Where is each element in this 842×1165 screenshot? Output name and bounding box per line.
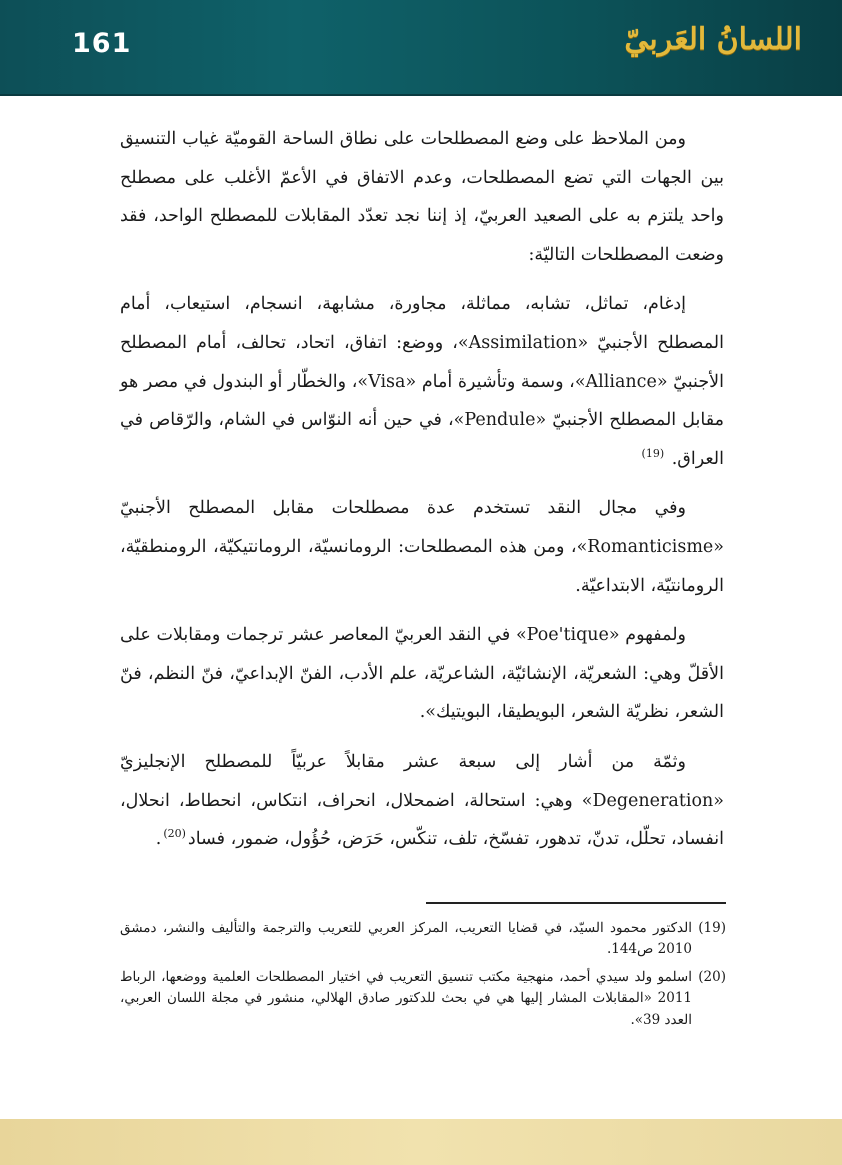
paragraph-1-text: ومن الملاحظ على وضع المصطلحات على نطاق الساحة القوميّة غياب التنسيق بين الجهات التي تضع المصطلحات، وعدم الاتفاق في الأعمّ الأغلب على مصطلح واحد يلتزم به على الصعيد العربيّ، إذ إننا نجد تعدّد المقابلات للمصطلح الواحد، فقد وضعت المصطلحات التاليّة: <box>120 129 724 265</box>
body-text <box>120 120 724 870</box>
paragraph-2-text: إدغام، تماثل، تشابه، مماثلة، مجاورة، مشابهة، انسجام، استيعاب، أمام المصطلح الأجنبيّ «Assimilation»، ووضع: اتفاق، اتحاد، تحالف، أمام المصطلح الأجنبيّ «Alliance»، وسمة وتأشيرة أمام «Visa»، والخطّار أو البندول في مصر هو مقابل المصطلح الأجنبيّ «Pendule»، في حين أنه النوّاس في الشام، والرّقاص في العراق. <box>120 294 725 469</box>
page-number: 161 <box>72 28 132 59</box>
footnote-divider <box>426 902 726 904</box>
paragraph-5-text: وثمّة من أشار إلى سبعة عشر مقابلاً عربيّاً للمصطلح الإنجليزيّ «Degeneration» وهي: استحالة، اضمحلال، انحراف، انتكاس، انحطاط، انحلال، انفساد، تحلّل، تدنّ، تدهور، تفسّخ، تلف، تنكّس، حَرَض، حُؤُول، ضمور، فساد <box>120 751 724 850</box>
page-footer-band <box>0 1119 842 1165</box>
footnote-19 <box>120 918 726 961</box>
paragraph-4 <box>120 616 724 732</box>
paragraph-2 <box>120 285 724 478</box>
paragraph-1 <box>120 120 724 274</box>
journal-logo: اللسانُ العَربيّ <box>624 22 802 57</box>
footnote-text: اسلمو ولد سيدي أحمد، منهجية مكتب تنسيق التعريب في اختيار المصطلحات العلمية ووضعها، الرباط 2011 «المقابلات المشار إليها هي في بحث للدكتور صادق الهلالي، منشور في مجلة اللسان العربي، العدد 39». <box>120 968 692 1028</box>
footnote-number: (19) <box>698 919 726 936</box>
paragraph-3-text: وفي مجال النقد تستخدم عدة مصطلحات مقابل المصطلح الأجنبيّ «Romanticisme»، ومن هذه المصطلحات: الرومانسيّة، الرومانتيكيّة، الرومنطقيّة، الرومانتيّة، الابتداعيّة. <box>120 498 724 596</box>
page-header <box>0 0 842 96</box>
footnote-number: (20) <box>698 968 726 985</box>
paragraph-5-end: . <box>155 829 162 850</box>
paragraph-5 <box>120 743 724 859</box>
paragraph-4-text: ولمفهوم «Poe'tique» في النقد العربيّ المعاصر عشر ترجمات ومقابلات على الأقلّ وهي: الشعريّة، الإنشائيّة، الشاعريّة، علم الأدب، الفنّ الإبداعيّ، فنّ النظم، فنّ الشعر، نظريّة الشعر، البويطيقا، البويتيك». <box>120 625 724 723</box>
footnote-ref-19[interactable]: (19) <box>641 446 665 460</box>
paragraph-3 <box>120 489 724 605</box>
footnote-text: الدكتور محمود السيّد، في قضايا التعريب، المركز العربي للتعريب والترجمة والتأليف والنشر، دمشق 2010 ص144. <box>120 919 692 957</box>
footnote-ref-20[interactable]: (20) <box>163 827 186 841</box>
footnote-20 <box>120 967 726 1032</box>
footnotes <box>120 902 726 1037</box>
